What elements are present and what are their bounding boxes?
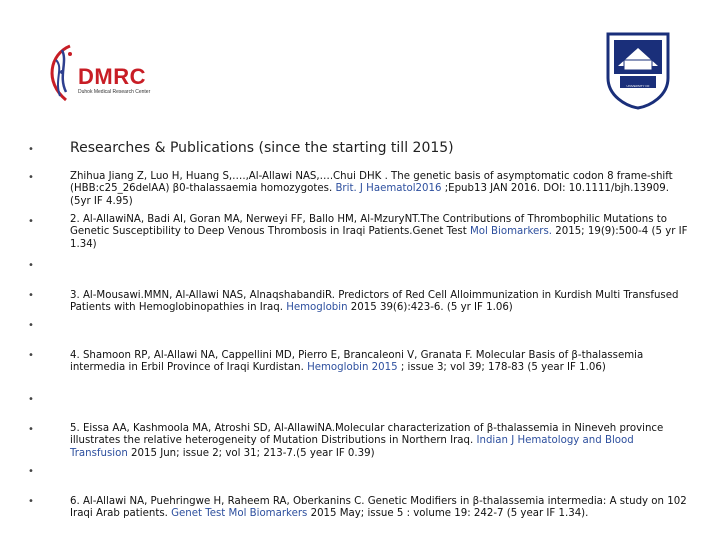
journal-link[interactable]: Genet Test Mol Biomarkers [171, 508, 308, 520]
university-seal-icon [600, 26, 676, 110]
entry-details: 2015 39(6):423-6. (5 yr IF 1.06) [347, 302, 513, 314]
university-seal [600, 26, 676, 110]
journal-link[interactable]: Indian J Hematology and Blood Transfusion [70, 435, 634, 459]
entry-text: 5. Eissa AA, Kashmoola MA, Atroshi SD, Al-AllawiNA.Molecular characterization of β-thalassemia in Nineveh province illustrates the relative heterogeneity of Mutation Distributions in Northern Iraq. [70, 423, 664, 447]
publication-entry [70, 214, 690, 251]
entry-details: ; issue 3; vol 39; 178-83 (5 year IF 1.06) [397, 362, 606, 374]
bullet: • [28, 172, 34, 183]
bullet: • [28, 350, 34, 361]
publication-entry [70, 423, 690, 460]
entry-details: 2015; 19(9):500-4 (5 yr IF 1.34) [70, 226, 688, 250]
dmrc-subtitle: Duhok Medical Research Center [78, 89, 151, 95]
entry-text: 6. Al-Allawi NA, Puehringwe H, Raheem RA, Oberkanins C. Genetic Modifiers in β-thalassemia intermedia: A study on 102 Iraqi Arab patients. [70, 496, 687, 520]
journal-link[interactable]: Hemoglobin [286, 302, 348, 314]
bullet: • [28, 394, 34, 405]
entry-text: 4. Shamoon RP, Al-Allawi NA, Cappellini MD, Pierro E, Brancaleoni V, Granata F. Molecular Basis of β-thalassemia intermedia in Erbil Province of Iraqi Kurdistan. [70, 350, 644, 374]
entry-text: Zhihua Jiang Z, Luo H, Huang S,….,Al-Allawi NAS,….Chui DHK . The genetic basis of asymptomatic codon 8 frame-shift (HBB:c25_26delAA) β0-thalassaemia homozygotes. [70, 171, 673, 195]
journal-link[interactable]: Brit. J Haematol2016 [335, 183, 442, 195]
entry-details: 2015 May; issue 5 : volume 19: 242-7 (5 year IF 1.34). [307, 508, 589, 520]
bullet: • [28, 216, 34, 227]
journal-link[interactable]: Mol Biomarkers. [469, 226, 553, 238]
publication-entry [70, 290, 690, 315]
entry-text: 2. Al-AllawiNA, Badi AI, Goran MA, Nerweyi FF, Ballo HM, Al-MzuryNT.The Contributions of Thrombophilic Mutations to Genetic Susceptibility to Deep Venous Thrombosis in Iraqi Patients.Genet Test [70, 214, 668, 238]
journal-link[interactable]: Hemoglobin 2015 [307, 362, 398, 374]
entry-details: ;Epub13 JAN 2016. DOI: 10.1111/bjh.13909. (5yr IF 4.95) [70, 183, 669, 207]
publication-entry [70, 350, 690, 375]
bullet: • [28, 260, 34, 271]
entry-text: 3. Al-Mousawi.MMN, Al-Allawi NAS, AlnaqshabandiR. Predictors of Red Cell Alloimmunization in Kurdish Multi Transfused Patients with Hemoglobinopathies in Iraq. [70, 290, 679, 314]
entry-details: 2015 Jun; issue 2; vol 31; 213-7.(5 year IF 0.39) [127, 447, 375, 459]
bullet: • [28, 466, 34, 477]
bullet: • [28, 496, 34, 507]
bullet: • [28, 144, 34, 155]
publication-entry [70, 171, 690, 208]
bullet: • [28, 290, 34, 301]
dmrc-brand: DMRC [78, 64, 146, 89]
page-title: Researches & Publications (since the starting till 2015) [70, 140, 454, 156]
bullet: • [28, 320, 34, 331]
university-seal-caption: UNIVERSITY OF DUHOK [626, 84, 650, 92]
bullet: • [28, 424, 34, 435]
publication-entry [70, 496, 690, 521]
